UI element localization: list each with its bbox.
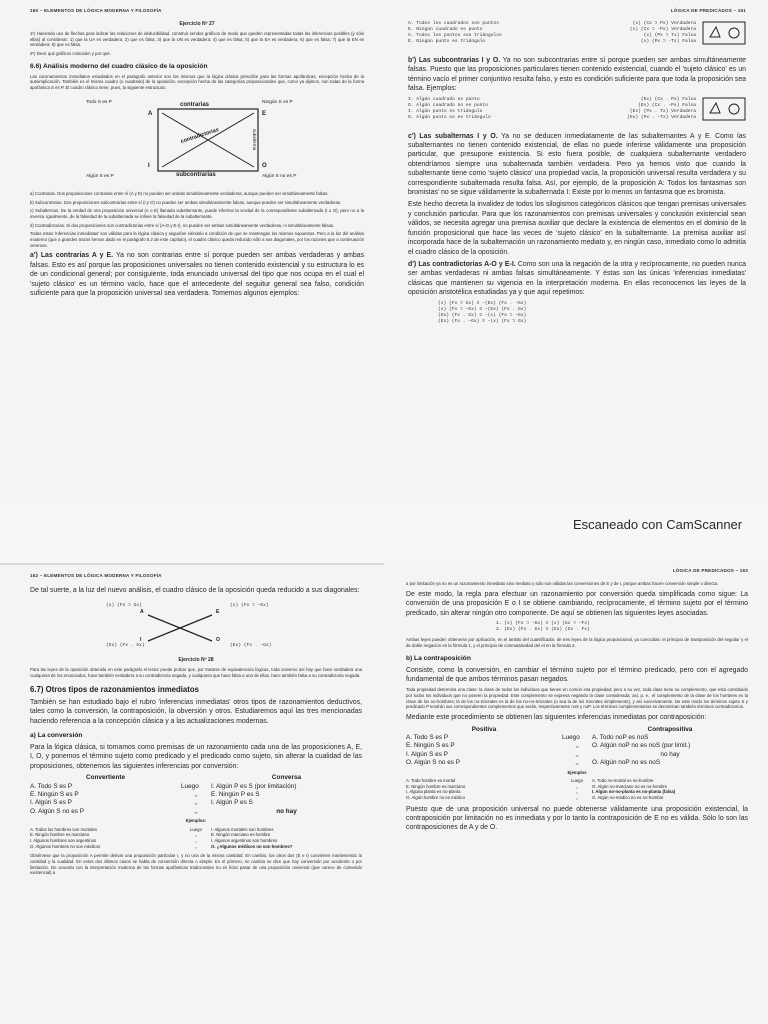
paragraph: Toda propiedad determina una clase: la clase de todos los individuos que tienen en común esa propiedad; pero a su vez, toda clase tiene su complemento, que está constituido por todos los individuos que no poseen la propiedad. Este complemento se expresa negando la clase considerada; así, p. e., el complemento de la clase de los hombres es la clase de los no-hombres; la de los no-Sócrates es la de los no-no-Sócrates (o sea la de los Sócrates simplemente), y así sucesivamente. De este modo los términos sujeto S y predicado P tendrán sus correspondientes complementos que serán, respectivamente noS y noP. Los términos complementarios se denominan también términos contradictorios. bbox=[406, 687, 748, 710]
paragraph: De tal suerte, a la luz del nuevo análisis, el cuadro clásico de la oposición queda reducido a sus diagonales: bbox=[30, 587, 360, 594]
table-cell: I. Algún P es S (por limitación) bbox=[211, 782, 297, 790]
diag-e-form: (x) (Fx ⊃ –Gx) bbox=[230, 603, 269, 609]
examples-table bbox=[406, 778, 748, 800]
paragraph: Obsérvese que la proposición A permite derivar una proposición particular I, y no una de la misma cantidad. En cambio, los otros dos (E e I) convierten manteniendo la cantidad y la cualidad. En estos dos últimos casos se habla de conversión directa o simple. En el primero, en cambio se dice que hay conversión por accidente o por limitación. De acuerdo con la interpretación moderna de las formas apofánticas tradicionales no es lícito pasar de una proposición universal (que carece de contenido existencial) a bbox=[30, 853, 362, 876]
table-cell: A. Todo no-mortal es no-hombre bbox=[592, 778, 654, 784]
example-block bbox=[408, 21, 746, 50]
exercise-text-2: 2º) Decir qué gráficos coinciden y por qué. bbox=[30, 51, 111, 57]
example-row bbox=[408, 39, 696, 45]
label-subcontrarias: subcontrarias bbox=[176, 171, 216, 178]
subhead: b') Las subcontrarias I y O. bbox=[408, 57, 501, 64]
table-cell: O. Algunos hombres no son médicos bbox=[30, 843, 101, 849]
table-cell: I. Algunos argentinos son hombres bbox=[211, 838, 278, 844]
table-cell: I. Algunos hombres son argentinos bbox=[30, 838, 97, 844]
opposition-square-diagram bbox=[30, 97, 364, 185]
running-head: LÓGICA DE PREDICADOS – 163 bbox=[672, 568, 748, 573]
paragraph-subalternas bbox=[408, 132, 746, 198]
law-item: (x) (Fx ⊃ –Gx) ≡ –(Ex) (Fx . Gx) bbox=[438, 306, 527, 312]
table-cell: E. Ningún hombre es marciano bbox=[30, 832, 90, 838]
venn-box-figure bbox=[702, 21, 746, 50]
example-text: A. Todos los puntos son triángulos bbox=[408, 33, 502, 39]
label-contradictorias: contradictorias bbox=[180, 126, 220, 145]
page-161 bbox=[384, 0, 768, 505]
paragraph: Este hecho decreta la invalidez de todos los silogismos categóricos clásicos que tengan premisas universales y conclusión particular. Para que los razonamientos con premisas universales y conclusión existencial sean válidos, se necesita agregar una premisa auxiliar que declare la existencia de elementos en el dominio de la función proposicional que hace las veces de 'sujeto clásico' en la subalternante. La premisa auxiliar así incorporada hace de la subalternación un razonamiento mediato y, en ningún caso, inmediato como lo admitía el cuadro clásico de la oposición. bbox=[408, 201, 746, 256]
paragraph: Las razonamientos inmediatos estudiados en el parágrafo anterior son los mismos que la lógica clásica prescribe para las formas apofánticas, excepción hecha de la autoimplicación. También es el mismo cuadro (o cuadrado) de la oposición, excepción hecha de las categorías proposicionales que, como ya dijimos, son todas de la forma apofántica S es P. El cuadro clásico tiene, pues, la siguiente estructura: bbox=[30, 73, 364, 91]
paragraph-contrarias bbox=[30, 251, 364, 298]
corner-i-text: Algún S es P bbox=[86, 173, 114, 179]
paragraph-subcontrarias bbox=[408, 56, 746, 94]
paragraph-body: Ya no se deducen inmediatamente de las subalternantes A y E. Como las subalternantes no tienen contenido existencial, de ellas no puede inferirse válidamente una proposición particular, que presupone existencia. Si esto fuera posible, de cualquiera subalternante verdadero obtendríamos siempre una subalternada también verdadera. Pero ya hemos visto que cuando la subalternante tiene como 'sujeto clásico' una propiedad vacía, la proposición universal resulta verdadera y su correspondiente subalternada resulta falsa. Así, por ejemplo, de la proposición A: Todos los fantasmas son bromistas' no se sigue válidamente la subalternada I: Existe por lo menos un fantasma que es bromista. bbox=[408, 132, 746, 197]
table-cell: I. Algún no-no-planta es no-planta (falsa) bbox=[592, 789, 676, 795]
exercise-title: Ejercicio Nº 28 bbox=[178, 657, 214, 664]
table-cell: ,, bbox=[194, 807, 198, 815]
table-cell: E. Ningún hombre es marciano bbox=[406, 783, 466, 789]
table-cell: ,, bbox=[194, 843, 198, 849]
corner-e-text: Ningún S es P bbox=[262, 99, 293, 105]
table-cell: I. Alguna planta es no-planta bbox=[406, 789, 461, 795]
contraposition-table bbox=[406, 726, 748, 768]
venn-box-figure bbox=[702, 97, 746, 126]
page-160 bbox=[0, 0, 384, 505]
vertex-o: O bbox=[262, 162, 267, 169]
paragraph-body: Como son una la negación de la otra y recíprocamente, no pueden nunca ser ambas verdaderas ni ambas falsas simultáneamente. Y éstas son las únicas 'inferencias inmediatas' clásicas que mantienen su vigencia en la interpretación moderna. En ellas reconocemos las leyes de la oposición aristotélica estudiadas ya y que aquí repetimos: bbox=[408, 260, 746, 297]
table-cell: Luego bbox=[562, 733, 580, 741]
corner-a-text: Todo S es P bbox=[86, 99, 112, 105]
examples-table bbox=[30, 827, 362, 849]
column-header: Convertiente bbox=[85, 774, 126, 782]
table-cell: A. Todo hombre es mortal bbox=[406, 778, 456, 784]
table-cell: I. Algunos mortales son hombres bbox=[211, 826, 274, 832]
vertex-e: E bbox=[262, 110, 267, 117]
law-item: (Ex) (Fx . Gx) ≡ –(x) (Fx ⊃ –Gx) bbox=[438, 312, 527, 318]
law-item: (Ex) (Fx . –Gx) ≡ –(x) (Fx ⊃ Gx) bbox=[438, 318, 527, 324]
example-text: I. Algún cuadrado es punto bbox=[408, 96, 480, 102]
table-cell: O. Algún hombre no es médico bbox=[406, 795, 465, 801]
table-cell: ,, bbox=[575, 759, 579, 767]
label-subalternas: subalterna bbox=[252, 128, 258, 151]
column-header: Positiva bbox=[471, 725, 497, 733]
example-form: (Ex) (Cx . -Px) Falsa bbox=[638, 102, 696, 108]
table-cell: no hay bbox=[660, 750, 680, 758]
table-cell: A. Todo noP es noS bbox=[592, 733, 649, 741]
vertex-a: A bbox=[148, 110, 153, 117]
corner-o-text: Algún S no es P bbox=[262, 173, 297, 179]
diag-a-form: (x) (Fx ⊃ Gx) bbox=[106, 603, 142, 609]
list-contradictorias: d) Contradictorias. Si dos proposiciones son contradictorias entre sí (A-O y E-I), no pueden ser ambas simultáneamente verdaderas, ni simultáneamente falsas. bbox=[30, 222, 335, 228]
paragraph: Ambas leyes pueden obtenerse por aplicación, en el ámbito del cuantificador, de tres leyes de la lógica proposicional, ya conocidas: el principio de transposición del seguitur y el de doble negación en la fórmula 1, y el principio de conmutatividad del et en la fórmula 2. bbox=[406, 637, 748, 648]
spacer bbox=[181, 774, 211, 782]
diagonals-diagram bbox=[30, 601, 362, 651]
table-cell: Luego bbox=[181, 782, 199, 790]
paragraph: Mediante este procedimiento se obtienen las siguientes inferencias inmediatas por contraposición: bbox=[406, 714, 707, 722]
table-cell: ,, bbox=[575, 742, 579, 750]
table-cell: E. Ningún S es P bbox=[30, 790, 79, 798]
example-text: I. Algún punto es triángulo bbox=[408, 108, 483, 114]
table-cell: E. Ningún P es S bbox=[211, 790, 260, 798]
table-cell: ,, bbox=[575, 789, 579, 795]
example-form: (x) (Px ⊃ -Tx) Falsa bbox=[640, 39, 696, 45]
paragraph: Para la lógica clásica, si tomamos como premisas de un razonamiento cada una de las proposiciones A, E, I, O, y ponemos el término sujeto como predicado y el predicado como sujeto, sin alterar la cualidad de las proposiciones, obtenemos las siguientes inferencias por conversión: bbox=[30, 743, 362, 770]
venn-box-svg bbox=[702, 97, 746, 121]
table-cell: O. Algún S no es P bbox=[406, 759, 460, 767]
table-cell: O. Algún no-médico no es no-hombre bbox=[592, 795, 664, 801]
exercise-title: Ejercicio Nº 27 bbox=[179, 21, 215, 27]
table-cell: A. Todos los hombres son mortales bbox=[30, 826, 98, 832]
table-cell: O. Algún no-marciano no es no-hombre bbox=[592, 783, 668, 789]
camscanner-label: Escaneado con CamScanner bbox=[573, 517, 743, 532]
example-form: (Ex) (Cx . Px) Falsa bbox=[640, 96, 696, 102]
paragraph-contradictorias bbox=[408, 260, 746, 298]
table-cell: ,, bbox=[194, 838, 198, 844]
subsection-title: a) La conversión bbox=[30, 731, 83, 739]
example-list bbox=[408, 21, 696, 45]
page-162 bbox=[0, 565, 384, 1024]
table-cell: E. Ningún marciano es hombre bbox=[211, 832, 271, 838]
example-form: (x) (Cx ⊃ -Px) Verdadera bbox=[629, 27, 696, 33]
table-cell: O. Algún S no es P bbox=[30, 807, 84, 815]
example-form: (x) (Cx ⊃ Px) Verdadera bbox=[632, 21, 696, 26]
example-text: O. Algún cuadrado no es punto bbox=[408, 102, 488, 108]
section-title: 6.6) Análisis moderno del cuadro clásico de la oposición bbox=[30, 62, 208, 70]
conversion-table bbox=[30, 774, 362, 816]
subhead: a') Las contrarias A y E. bbox=[30, 252, 114, 260]
examples-label: Ejemplos bbox=[567, 769, 587, 775]
exercise-text: Para las leyes de la oposición obtenida en este parágrafo el lector puede probar que, por tratarse de equivalencias lógicas, toda universo así hay que hace verdadera una cualquiera de los enunciados, hace también verdadera a su contradictoria negada, y cualquiera que hace falsa a una de ellas, hace también falsa a su contradictoria negada. bbox=[30, 667, 362, 679]
table-cell: ,, bbox=[575, 795, 579, 801]
paragraph-body: Ya no son contrarias entre sí porque pueden ser ambas verdaderas y ambas falsas. Esto es así porque las proposiciones universales no tienen contenido existencial y su estructura lo es de un condicional general; por consiguiente, toda enunciado universal del tipo que nos ocupa en el cual el 'sujeto clásico' es un término vacío, hace que el antecedente del seguitur general sea falso, condición suficiente para que la proposición universal sea verdadera. Tomemos algunos ejemplos: bbox=[30, 252, 364, 298]
paragraph: a por limitación ya no es un razonamiento inmediato sino mediato y sólo son válidas las conversiones de E y de I, porque ambas hacen conversión simple o directa. bbox=[406, 581, 719, 586]
paragraph: Todas estas 'inferencias inmediatas' son válidas para la lógica clásica y seguirían siéndolo a condición de que se mantengan los mismos supuestos. Pero a la luz del análisis moderno (que a grandes trazos hemos dado en el parágrafo 6.2 de este capítulo), el cuadro clásico queda reducido sólo a sus diagonales, por los razones que a continuación veremos. bbox=[30, 231, 364, 248]
vertex-i: I bbox=[148, 162, 150, 169]
table-cell: I. Algún S es P bbox=[30, 799, 72, 807]
example-form: (Ex) (Px . -Tx) Verdadera bbox=[627, 114, 696, 120]
table-cell: O. ¿Algunos médicos no son hombres? bbox=[211, 843, 293, 849]
running-head: LÓGICA DE PREDICADOS – 161 bbox=[670, 8, 746, 13]
spacer bbox=[562, 726, 592, 734]
law-item: 1. (x) (Fx ⊃ –Gx) ≡ (x) (Gx ⊃ –Fx) bbox=[496, 620, 590, 626]
paragraph: Consiste, como la conversión, en cambiar el término sujeto por el término predicado, pero con el agregado fundamental de que ambos términos pasan negados. bbox=[406, 666, 748, 683]
laws-list bbox=[438, 301, 746, 325]
subsection-title: b) La contraposición bbox=[406, 654, 471, 662]
example-text: E. Ningún punto es triángulo bbox=[408, 39, 486, 45]
example-text: O. Algún punto no es triángulo bbox=[408, 114, 491, 120]
list-subcontrarias: b) Subcontrarias. Dos proposiciones subcontrarias entre sí (I y O) no pueden ser ambas simultáneamente falsas, aunque pueden ser simultáneamente verdaderas. bbox=[30, 199, 342, 205]
diagonals-svg bbox=[30, 601, 360, 651]
table-cell: ,, bbox=[575, 783, 579, 789]
example-list bbox=[408, 97, 696, 121]
section-title: 6.7) Otros tipos de razonamientos inmediatos bbox=[30, 684, 199, 694]
diag-i-form: (Ex) (Fx . Gx) bbox=[106, 643, 145, 649]
table-cell: ,, bbox=[575, 750, 579, 758]
list-subalternas: c) Subalternas. De la verdad de una proposición universal (A o E) llamada subalternante, puede inferirse la verdad de la correspondiente subalternada (I u O), pero no a la inversa. Igualmente, de la falsedad de la subalternada se infiere la falsedad de la subalternante. bbox=[30, 208, 364, 219]
example-form: (x) (Px ⊃ Tx) Falsa bbox=[643, 33, 696, 39]
subhead: c') Las subalternas I y O. bbox=[408, 132, 498, 140]
table-cell: Luego bbox=[190, 826, 202, 832]
example-block bbox=[408, 97, 746, 126]
diag-o-form: (Ex) (Fx . –Gx) bbox=[230, 643, 272, 649]
paragraph: También se han estudiado bajo el rubro 'inferencias inmediatas' otros tipos de razonamientos deductivos, tales como la conversión, la contraposición, la obversión y otros. Estudiaremos aquí las tres mencionadas haciendo referencia a la concepción clásica y a las actualizaciones modernas. bbox=[30, 698, 362, 725]
table-cell: ,, bbox=[194, 799, 198, 807]
scan-gap bbox=[0, 505, 768, 563]
table-cell: O. Algún noP no es noS (por limit.) bbox=[592, 742, 691, 750]
paragraph: De este modo, la regla para efectuar un razonamiento por conversión queda simplificada como sigue: La conversión de una proposición E o I se obtiene cambiando, recíprocamente, el término sujeto por el término predicado, sin alterar ningún otro componente. De aquí se obtienen las siguientes leyes asociadas. bbox=[406, 590, 748, 617]
vertex-e: E bbox=[216, 609, 220, 616]
table-cell: A. Todo S es P bbox=[406, 733, 449, 741]
table-cell: no hay bbox=[276, 807, 297, 815]
table-cell: ,, bbox=[194, 832, 198, 838]
exercise-text: 1º) Haciendo uso de flechas para indicar las relaciones de deducibilidad, construir sendos gráficos de modo que queden representadas todas las inferencias posibles (y sólo ellas) al considerar: 1) que la UA es verdadera; 2) que es falsa; 3) que la UN es verdadera; 4) que es falsa; 5) que la EA es verdadera; 6) que es falsa; 7) que la EN es verdadera; 8) que es falsa. bbox=[30, 30, 364, 48]
vertex-i: I bbox=[140, 637, 142, 644]
example-text: E. Ningún cuadrado es punto bbox=[408, 27, 483, 33]
vertex-o: O bbox=[216, 637, 220, 644]
column-header: Contrapositiva bbox=[647, 725, 693, 733]
running-head: 162 – ELEMENTOS DE LÓGICA MODERNA Y FILOSOFÍA bbox=[30, 573, 162, 578]
examples-label: Ejemplos: bbox=[185, 818, 207, 824]
venn-box-svg bbox=[702, 21, 746, 45]
table-cell: A. Todo S es P bbox=[30, 782, 73, 790]
paragraph-body: Ya no son subcontrarias entre sí porque pueden ser ambas simultáneamente falsas. Puesto que las proposiciones particulares tienen contenido existencial, cuando el 'sujeto clásico' es un término vacío el primer conjuntivo resulta falso, y esto es condición suficiente para que toda la proposición sea falsa. Ejemplos: bbox=[408, 57, 746, 93]
vertex-a: A bbox=[140, 609, 144, 616]
table-cell: I. Algún P es S bbox=[211, 799, 253, 807]
law-item: (x) (Fx ⊃ Gx) ≡ –(Ex) (Fx . –Gx) bbox=[438, 300, 527, 306]
table-cell: Luego bbox=[571, 778, 583, 784]
list-contrarias: a) Contrarias. Dos proposiciones contrarias entre sí (A y E) no pueden ser ambas simultáneamente verdaderas, aunque pueden ser simultáneamente falsas. bbox=[30, 190, 329, 196]
example-row bbox=[408, 115, 696, 121]
subhead: d') Las contradictorias A-O y E-I. bbox=[408, 260, 516, 268]
table-cell: O. Algún noP no es noS bbox=[592, 759, 661, 767]
law-item: 2. (Ex) (Fx . Gx) ≡ (Ex) (Gx . Fx) bbox=[496, 627, 590, 633]
table-cell: E. Ningún S es P bbox=[406, 742, 455, 750]
table-cell: ,, bbox=[194, 790, 198, 798]
running-head: 160 – ELEMENTOS DE LÓGICA MODERNA Y FILOSOFÍA bbox=[30, 8, 162, 13]
example-text: A. Todos los cuadrados son puntos bbox=[408, 21, 499, 26]
label-contrarias: contrarias bbox=[180, 101, 210, 108]
paragraph: Puesto que de una proposición universal no puede obtenerse válidamente una proposición existencial, la contraposición por limitación no es inmediata y por lo tanto la contraposición de E no es válida. Sólo lo son las contraposiciones de A y de O. bbox=[406, 805, 748, 832]
page-163 bbox=[384, 560, 768, 1024]
example-form: (Ex) (Px . Tx) Verdadera bbox=[629, 108, 696, 114]
column-header: Conversa bbox=[271, 774, 302, 782]
table-cell: I. Algún S es P bbox=[406, 750, 448, 758]
